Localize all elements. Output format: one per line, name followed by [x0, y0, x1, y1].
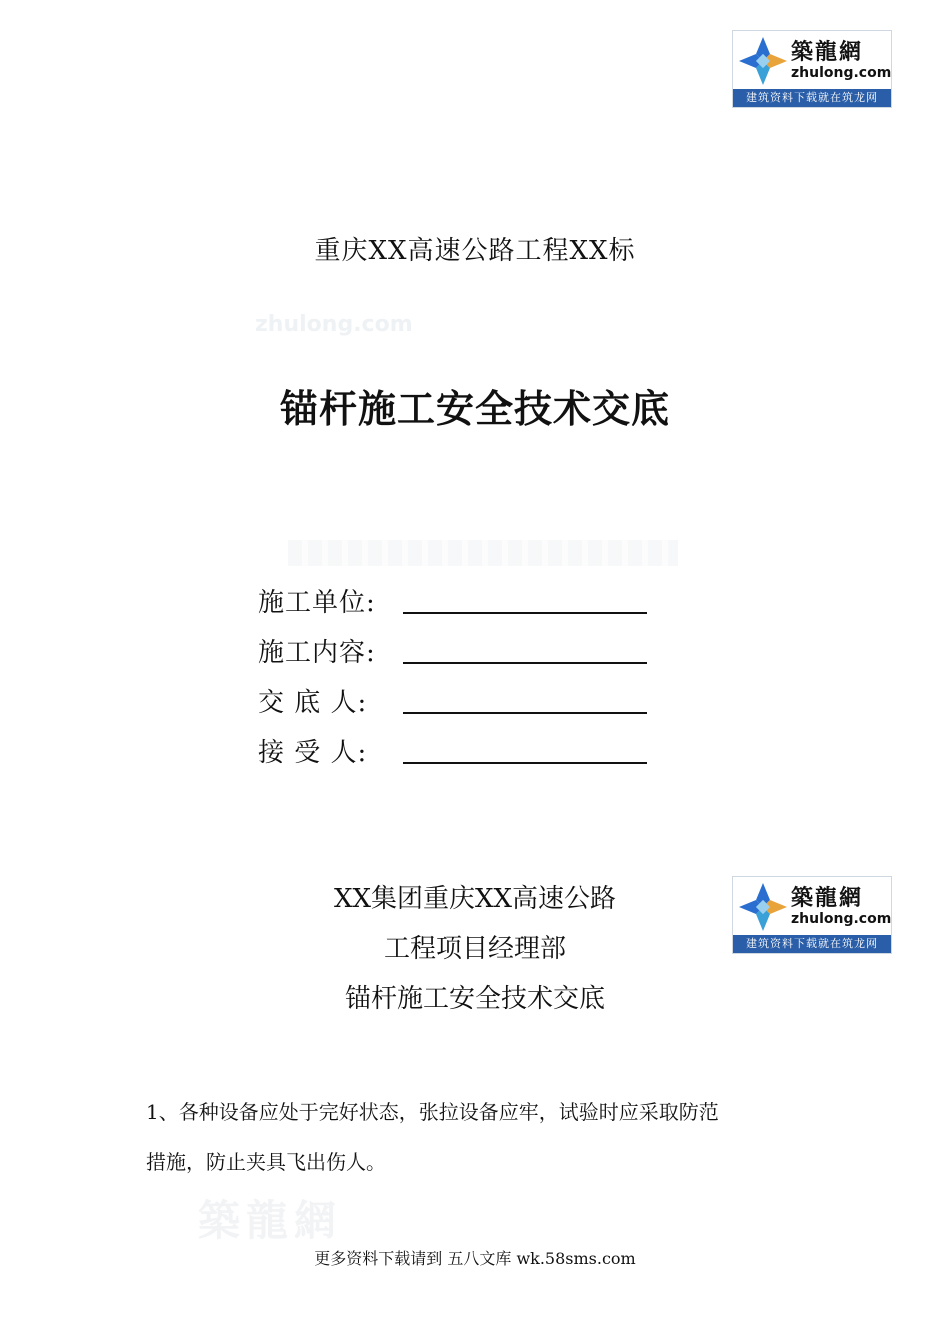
- form-field-construction-content: [258, 632, 398, 672]
- fill-in-line: [403, 762, 647, 764]
- watermark-text: zhulong.com: [255, 312, 413, 337]
- watermark-logo-text: 築龍網: [198, 1196, 343, 1245]
- organization-line-1: XX集团重庆XX高速公路: [333, 884, 617, 914]
- organization-line-2: 工程项目经理部: [383, 934, 566, 964]
- fill-in-line: [403, 712, 647, 714]
- field-label: 交 底 人:: [258, 688, 368, 718]
- zhulong-logo: [732, 30, 892, 108]
- logo-domain: zhulong.com: [791, 911, 892, 927]
- field-label: 施工内容:: [258, 638, 376, 668]
- field-label: 施工单位:: [258, 588, 376, 618]
- section-title: 锚杆施工安全技术交底: [344, 984, 605, 1014]
- logo-tagline: 建筑资料下载就在筑龙网: [733, 935, 891, 953]
- field-label: 接 受 人:: [258, 738, 368, 768]
- form-field-receiver: [258, 732, 398, 772]
- logo-domain: zhulong.com: [791, 65, 892, 81]
- faded-watermark-strip: [288, 540, 678, 566]
- zhulong-logo-icon: [737, 35, 789, 87]
- body-paragraph-line-2: 措施，防止夹具飞出伤人。: [146, 1150, 386, 1174]
- body-paragraph-line-1: 1、各种设备应处于完好状态，张拉设备应牢，试验时应采取防范: [146, 1100, 719, 1124]
- logo-chinese-name: 築龍網: [791, 40, 864, 65]
- project-name: 重庆XX高速公路工程XX标: [314, 236, 636, 266]
- logo-tagline: 建筑资料下载就在筑龙网: [733, 89, 891, 107]
- form-field-construction-unit: [258, 582, 398, 622]
- form-field-handover-person: [258, 682, 398, 722]
- logo-chinese-name: 築龍網: [791, 886, 864, 911]
- fill-in-line: [403, 662, 647, 664]
- document-title: 锚杆施工安全技术交底: [279, 386, 670, 431]
- fill-in-line: [403, 612, 647, 614]
- footer-text: 更多资料下载请到 五八文库 wk.58sms.com: [314, 1249, 636, 1268]
